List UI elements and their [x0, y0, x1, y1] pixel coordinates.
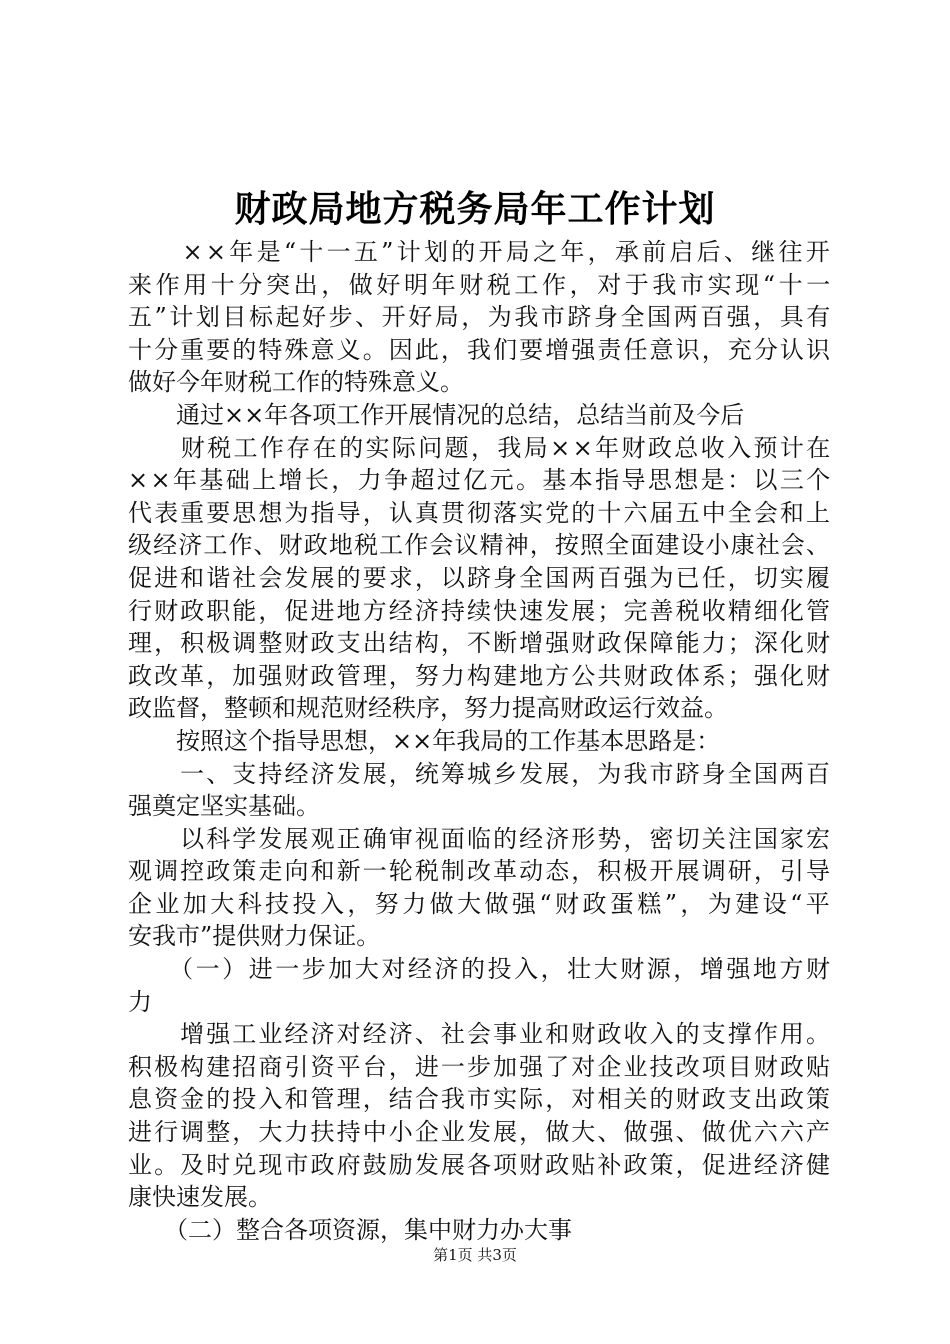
body-line: （一）进一步加大对经济的投入，壮大财源，增强地方财: [128, 955, 833, 984]
body-line: 按照这个指导思想，××年我局的工作基本思路是：: [128, 726, 721, 755]
body-line: 做好今年财税工作的特殊意义。: [128, 368, 464, 397]
body-line: 政监督，整顿和规范财经秩序，努力提高财政运行效益。: [128, 694, 728, 723]
body-line: 促进和谐社会发展的要求，以跻身全国两百强为已任，切实履: [128, 563, 833, 592]
body-line: 进行调整，大力扶持中小企业发展，做大、做强、做优六六产: [128, 1118, 833, 1147]
body-line: 一、支持经济发展，统筹城乡发展，为我市跻身全国两百: [128, 759, 833, 788]
document-body: [128, 236, 834, 1246]
body-line: 十分重要的特殊意义。因此，我们要增强责任意识，充分认识: [128, 335, 833, 364]
document-title: 财政局地方税务局年工作计划: [234, 188, 716, 230]
body-line: 通过××年各项工作开展情况的总结，总结当前及今后: [128, 400, 745, 429]
body-line: 安我市”提供财力保证。: [128, 922, 381, 951]
body-line: 以科学发展观正确审视面临的经济形势，密切关注国家宏: [128, 824, 833, 853]
body-line: 业。及时兑现市政府鼓励发展各项财政贴补政策，促进经济健: [128, 1150, 833, 1179]
body-line: ××年是“十一五”计划的开局之年，承前启后、继往开: [128, 238, 834, 266]
body-line: 力: [128, 987, 152, 1016]
body-line: 来作用十分突出，做好明年财税工作，对于我市实现“十一: [128, 270, 834, 299]
body-line: 康快速发展。: [128, 1183, 272, 1212]
body-line: （二）整合各项资源，集中财力办大事: [128, 1215, 572, 1244]
body-line: 财税工作存在的实际问题，我局××年财政总收入预计在: [128, 433, 833, 462]
body-line: 强奠定坚实基础。: [128, 792, 320, 821]
body-line: 积极构建招商引资平台，进一步加强了对企业技改项目财政贴: [128, 1052, 833, 1081]
body-line: 息资金的投入和管理，结合我市实际，对相关的财政支出政策: [128, 1085, 833, 1114]
body-line: 行财政职能，促进地方经济持续快速发展；完善税收精细化管: [128, 596, 833, 625]
body-line: 五”计划目标起好步、开好局，为我市跻身全国两百强，具有: [128, 303, 833, 332]
body-line: 代表重要思想为指导，认真贯彻落实党的十六届五中全会和上: [128, 498, 833, 527]
body-line: 级经济工作、财政地税工作会议精神，按照全面建设小康社会、: [128, 531, 832, 560]
body-line: 理，积极调整财政支出结构，不断增强财政保障能力；深化财: [128, 629, 833, 658]
body-line: 观调控政策走向和新一轮税制改革动态，积极开展调研，引导: [128, 857, 833, 886]
body-line: 政改革，加强财政管理，努力构建地方公共财政体系；强化财: [128, 661, 833, 690]
page-footer: 第1页 共3页: [433, 1246, 517, 1264]
body-line: 增强工业经济对经济、社会事业和财政收入的支撑作用。: [128, 1020, 833, 1049]
body-line: 企业加大科技投入，努力做大做强“财政蛋糕”，为建设“平: [128, 889, 834, 918]
body-line: ××年基础上增长，力争超过亿元。基本指导思想是：以三个: [128, 466, 833, 495]
